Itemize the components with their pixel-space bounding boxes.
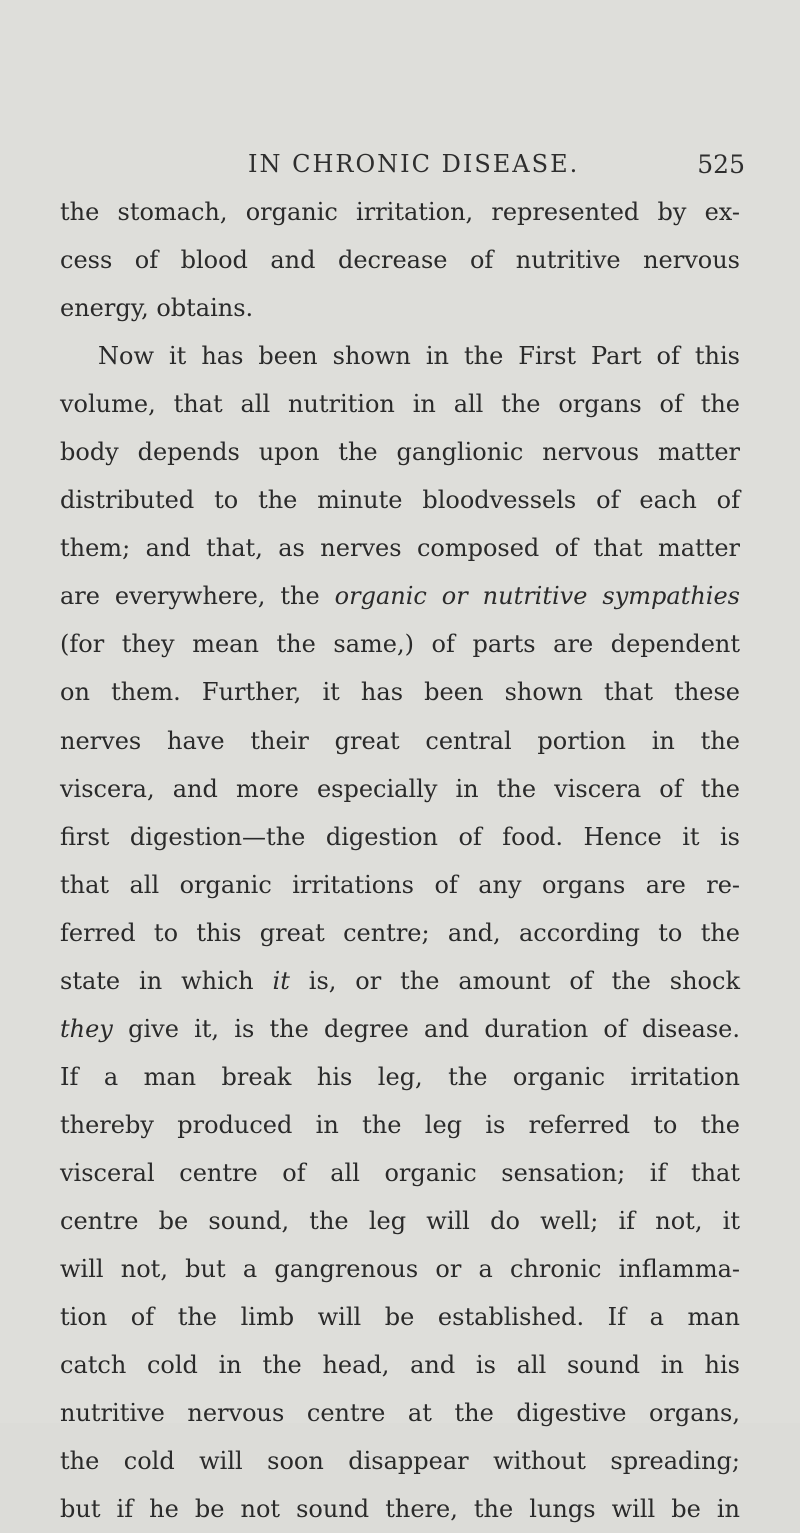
- text-line: [60, 1101, 740, 1149]
- text-line: [60, 717, 740, 765]
- text-segment: will not, but a gangrenous or a chronic inflamma-: [60, 1255, 740, 1284]
- text-segment: thereby produced in the leg is referred to the: [60, 1110, 740, 1139]
- text-segment: give it, is the degree and duration of disease.: [112, 1014, 740, 1043]
- text-line: [60, 957, 740, 1005]
- text-segment: ferred to this great centre; and, according to the: [60, 918, 740, 947]
- text-segment: on them. Further, it has been shown that these: [60, 678, 740, 707]
- italic-text: it: [272, 966, 290, 995]
- running-title: IN CHRONIC DISEASE.: [248, 150, 580, 178]
- text-line: [60, 188, 740, 236]
- text-line: [60, 1293, 740, 1341]
- text-segment: are everywhere, the: [60, 582, 335, 611]
- text-segment: cess of blood and decrease of nutritive nervous: [60, 246, 740, 275]
- text-line: [60, 476, 740, 524]
- text-line: [60, 1437, 740, 1485]
- italic-text: they: [60, 1014, 113, 1043]
- text-segment: (for they mean the same,) of parts are dependent: [60, 630, 740, 659]
- text-line: [60, 765, 740, 813]
- text-line: [60, 1485, 740, 1533]
- text-line: [60, 572, 740, 620]
- text-line: [60, 1053, 740, 1101]
- text-segment: state in which: [60, 966, 273, 995]
- text-segment: If a man break his leg, the organic irritation: [60, 1062, 740, 1091]
- text-segment: centre be sound, the leg will do well; if not, it: [60, 1206, 740, 1235]
- text-line: [60, 861, 740, 909]
- text-line: [60, 1005, 740, 1053]
- text-line: [60, 620, 740, 668]
- text-line: [60, 813, 740, 861]
- text-line: [60, 236, 740, 284]
- page-number: 525: [697, 150, 745, 179]
- text-line: [60, 428, 740, 476]
- text-line: [60, 1245, 740, 1293]
- text-segment: body depends upon the ganglionic nervous matter: [60, 438, 740, 467]
- text-line: [60, 524, 740, 572]
- text-segment: that all organic irritations of any organs are re-: [60, 870, 740, 899]
- text-line: [60, 668, 740, 716]
- text-segment: viscera, and more especially in the viscera of the: [60, 774, 740, 803]
- text-line: [60, 332, 740, 380]
- text-segment: energy, obtains.: [60, 294, 254, 323]
- text-segment: first digestion—the digestion of food. Hence it is: [60, 822, 740, 851]
- running-head: [60, 150, 760, 190]
- text-segment: nutritive nervous centre at the digestive organs,: [60, 1399, 740, 1428]
- text-segment: distributed to the minute bloodvessels of each of: [60, 486, 740, 515]
- italic-text: organic or nutritive sympathies: [334, 582, 740, 611]
- text-segment: tion of the limb will be established. If a man: [60, 1303, 740, 1332]
- text-segment: the cold will soon disappear without spreading;: [60, 1447, 740, 1476]
- text-segment: them; and that, as nerves composed of that matter: [60, 534, 740, 563]
- text-segment: catch cold in the head, and is all sound in his: [60, 1351, 740, 1380]
- body-text: [60, 188, 740, 1533]
- text-segment: volume, that all nutrition in all the organs of the: [60, 390, 740, 419]
- text-line: [60, 284, 740, 332]
- text-segment: is, or the amount of the shock: [289, 966, 740, 995]
- text-line: [60, 1197, 740, 1245]
- text-line: [60, 909, 740, 957]
- text-segment: but if he be not sound there, the lungs will be in: [60, 1495, 740, 1524]
- text-segment: Now it has been shown in the First Part of this: [98, 342, 740, 371]
- text-segment: the stomach, organic irritation, represented by ex-: [60, 198, 740, 226]
- text-line: [60, 1149, 740, 1197]
- text-line: [60, 1341, 740, 1389]
- text-line: [60, 1389, 740, 1437]
- text-segment: nerves have their great central portion in the: [60, 726, 740, 755]
- text-line: [60, 380, 740, 428]
- text-segment: visceral centre of all organic sensation; if that: [60, 1158, 740, 1187]
